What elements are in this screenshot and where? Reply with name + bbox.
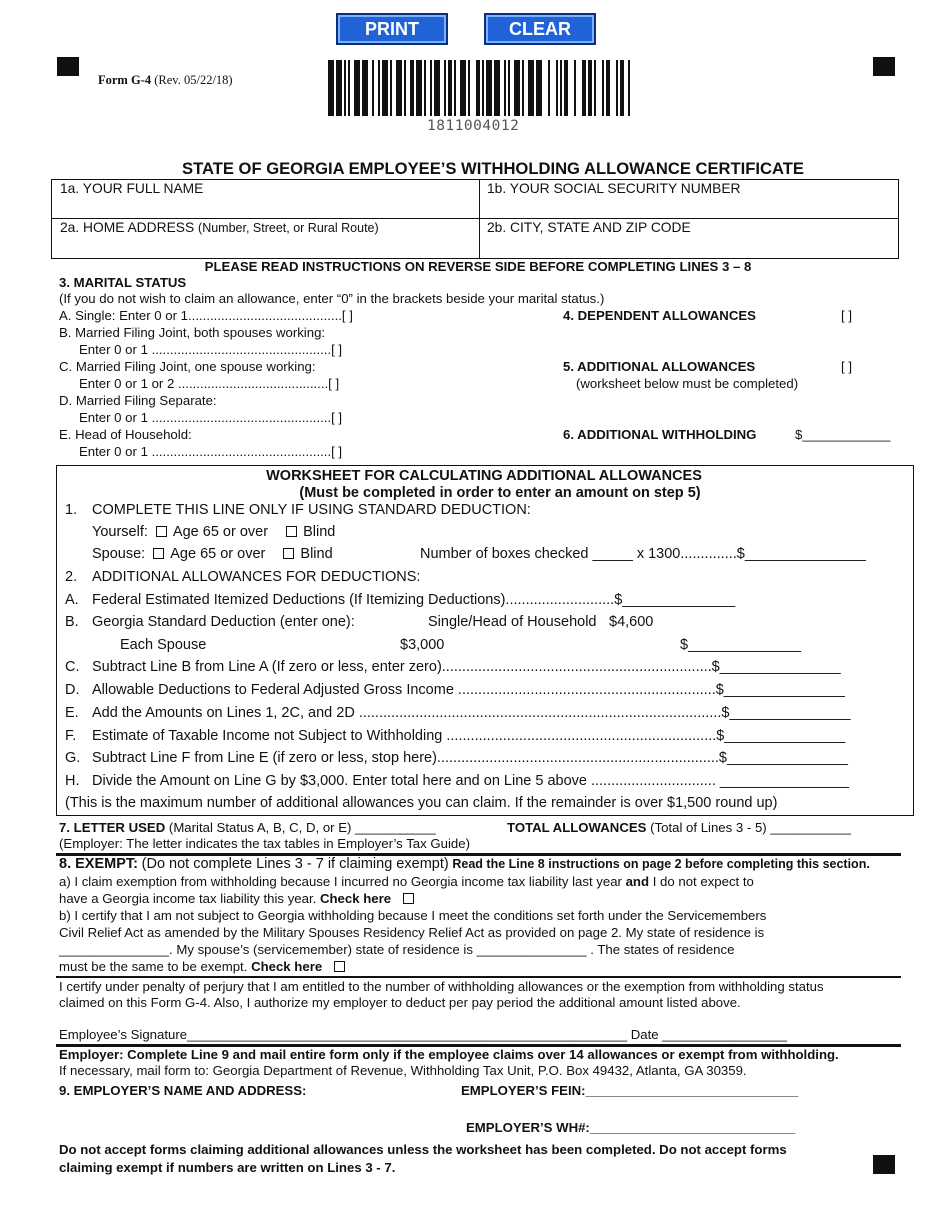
letter-used-note: (Employer: The letter indicates the tax tables in Employer’s Tax Guide) <box>59 836 470 851</box>
city-state-zip-field[interactable]: 2b. CITY, STATE AND ZIP CODE <box>487 220 691 235</box>
marital-head-line[interactable]: Enter 0 or 1 .................................................[ ] <box>79 444 343 459</box>
marital-head-label: E. Head of Household: <box>59 427 192 442</box>
ws-line1-label: COMPLETE THIS LINE ONLY IF USING STANDARD DEDUCTION: <box>92 502 531 518</box>
registration-mark-bottom-right <box>873 1155 895 1174</box>
registration-mark-top-right <box>873 57 895 76</box>
exempt-a-line1: a) I claim exemption from withholding because I incurred no Georgia income tax liability last year and I do not expect to <box>59 874 754 889</box>
exempt-b-line1: b) I certify that I am not subject to Georgia withholding because I meet the conditions set forth under the Servicemembers <box>59 908 767 923</box>
marital-status-heading: 3. MARITAL STATUS <box>59 275 187 290</box>
field-divider-horizontal <box>52 218 898 219</box>
ws-line-f-letter: F. <box>65 728 77 744</box>
exempt-a-checkbox[interactable] <box>403 893 414 904</box>
employer-wh-field[interactable]: EMPLOYER’S WH#:____________________________ <box>466 1120 796 1135</box>
employer-warning-line2: claiming exempt if numbers are written on Lines 3 - 7. <box>59 1160 396 1175</box>
ws-spouse-row <box>92 546 333 562</box>
barcode-number: 1811004012 <box>427 118 520 134</box>
marital-joint-one-label: C. Married Filing Joint, one spouse working: <box>59 359 316 374</box>
registration-mark-top-left <box>57 57 79 76</box>
ws-line-g-letter: G. <box>65 750 81 766</box>
ws-line-h-letter: H. <box>65 773 80 789</box>
certify-line2: claimed on this Form G-4. Also, I authorize my employer to deduct per pay period the additional amount listed above. <box>59 995 741 1010</box>
exempt-b-line4: must be the same to be exempt. Check here <box>59 959 351 974</box>
signature-line[interactable]: Employee’s Signature____________________________________________________________ Date _________________ <box>59 1027 787 1042</box>
age65-label: Age 65 or over <box>172 524 269 540</box>
dependent-allowances-label: 4. DEPENDENT ALLOWANCES <box>563 308 756 323</box>
exempt-a-line2: have a Georgia income tax liability this year. Check here <box>59 891 420 906</box>
single-hoh-amount: $4,600 <box>609 614 654 630</box>
employer-warning-line1: Do not accept forms claiming additional allowances unless the worksheet has been completed. Do not accept forms <box>59 1142 787 1157</box>
worksheet-subtitle: (Must be completed in order to enter an amount on step 5) <box>299 485 701 501</box>
marital-single-line[interactable]: A. Single: Enter 0 or 1..........................................[ ] <box>59 308 353 323</box>
exempt-b-line3[interactable]: _______________. My spouse’s (servicemember) state of residence is _______________ . The states of residence <box>59 942 735 957</box>
ws-line-h[interactable]: Divide the Amount on Line G by $3,000. Enter total here and on Line 5 above ............................... ________________ <box>92 773 849 789</box>
yourself-label: Yourself: <box>92 524 148 540</box>
ws-yourself-row <box>92 524 335 540</box>
exempt-b-line2: Civil Relief Act as amended by the Military Spouses Residency Relief Act as provided on page 2. My state of residence is <box>59 925 765 940</box>
full-name-field[interactable]: 1a. YOUR FULL NAME <box>60 181 204 196</box>
barcode-image <box>328 60 638 116</box>
additional-withholding-label: 6. ADDITIONAL WITHHOLDING <box>563 427 757 442</box>
ws-line-c-letter: C. <box>65 659 80 675</box>
boxes-checked-line[interactable]: Number of boxes checked _____ x 1300..............$_______________ <box>420 546 866 562</box>
exempt-b-checkbox[interactable] <box>334 961 345 972</box>
letter-used-line[interactable]: 7. LETTER USED (Marital Status A, B, C, D, or E) ___________ <box>59 820 436 835</box>
ws-line-b: Georgia Standard Deduction (enter one): <box>92 614 355 630</box>
spouse-age65-checkbox[interactable] <box>153 548 164 559</box>
dependent-allowances-field[interactable]: [ ] <box>841 308 852 323</box>
blind-label: Blind <box>300 546 333 562</box>
ws-line2-number: 2. <box>65 569 78 585</box>
age65-label: Age 65 or over <box>170 546 266 562</box>
certify-line1: I certify under penalty of perjury that I am entitled to the number of withholding allowances or the exemption from withholding status <box>59 979 824 994</box>
employer-name-address-label[interactable]: 9. EMPLOYER’S NAME AND ADDRESS: <box>59 1083 307 1098</box>
ws-line-d-letter: D. <box>65 682 80 698</box>
marital-status-note: (If you do not wish to claim an allowance, enter “0” in the brackets beside your marital status.) <box>59 291 605 306</box>
total-allowances-line[interactable]: TOTAL ALLOWANCES (Total of Lines 3 - 5) ___________ <box>507 820 852 835</box>
section-rule <box>56 976 901 978</box>
ws-line-e[interactable]: Add the Amounts on Lines 1, 2C, and 2D ..........................................................................................$_______________ <box>92 705 851 721</box>
ws-line-b-letter: B. <box>65 614 79 630</box>
line-b-amount-field[interactable]: $______________ <box>680 637 801 653</box>
marital-joint-one-line[interactable]: Enter 0 or 1 or 2 .........................................[ ] <box>79 376 340 391</box>
print-button[interactable]: PRINT <box>336 13 448 45</box>
form-title: STATE OF GEORGIA EMPLOYEE’S WITHHOLDING ALLOWANCE CERTIFICATE <box>182 159 804 178</box>
additional-allowances-field[interactable]: [ ] <box>841 359 852 374</box>
ws-line2-label: ADDITIONAL ALLOWANCES FOR DEDUCTIONS: <box>92 569 421 585</box>
employer-instructions: Employer: Complete Line 9 and mail entire form only if the employee claims over 14 allowances or exempt from withholding. <box>59 1047 839 1062</box>
identity-fields-box <box>51 179 899 259</box>
employer-fein-field[interactable]: EMPLOYER’S FEIN:_____________________________ <box>461 1083 799 1098</box>
ws-line-a[interactable]: Federal Estimated Itemized Deductions (If Itemizing Deductions)...........................$______________ <box>92 592 736 608</box>
clear-button[interactable]: CLEAR <box>484 13 596 45</box>
worksheet-footer-note: (This is the maximum number of additional allowances you can claim. If the remainder is over $1,500 round up) <box>65 795 778 811</box>
ws-line1-number: 1. <box>65 502 78 518</box>
spouse-blind-checkbox[interactable] <box>283 548 294 559</box>
ws-line-g[interactable]: Subtract Line F from Line E (if zero or less, stop here)......................................................................$_______________ <box>92 750 848 766</box>
blind-label: Blind <box>303 524 336 540</box>
mail-instructions: If necessary, mail form to: Georgia Department of Revenue, Withholding Tax Unit, P.O. Box 49432, Atlanta, GA 30359. <box>59 1063 747 1078</box>
form-id: Form G-4 (Rev. 05/22/18) <box>98 73 233 87</box>
yourself-age65-checkbox[interactable] <box>156 526 167 537</box>
single-hoh-label: Single/Head of Household <box>428 614 597 630</box>
each-spouse-amount: $3,000 <box>400 637 445 653</box>
marital-separate-label: D. Married Filing Separate: <box>59 393 217 408</box>
marital-joint-both-line[interactable]: Enter 0 or 1 .................................................[ ] <box>79 342 343 357</box>
each-spouse-label: Each Spouse <box>120 637 207 653</box>
exempt-heading: 8. EXEMPT: (Do not complete Lines 3 - 7 if claiming exempt) Read the Line 8 instructions on page 2 before completing this section. <box>59 856 870 872</box>
spouse-label: Spouse: <box>92 546 146 562</box>
ws-line-e-letter: E. <box>65 705 79 721</box>
ssn-field[interactable]: 1b. YOUR SOCIAL SECURITY NUMBER <box>487 181 741 196</box>
ws-line-d[interactable]: Allowable Deductions to Federal Adjusted Gross Income ................................................................$_______________ <box>92 682 845 698</box>
ws-line-c[interactable]: Subtract Line B from Line A (If zero or less, enter zero)...................................................................$_______________ <box>92 659 841 675</box>
ws-line-f[interactable]: Estimate of Taxable Income not Subject to Withholding ...................................................................$_______________ <box>92 728 846 744</box>
additional-allowances-note: (worksheet below must be completed) <box>576 376 799 391</box>
additional-allowances-label: 5. ADDITIONAL ALLOWANCES <box>563 359 756 374</box>
additional-withholding-field[interactable]: $____________ <box>795 427 891 442</box>
yourself-blind-checkbox[interactable] <box>286 526 297 537</box>
marital-joint-both-label: B. Married Filing Joint, both spouses working: <box>59 325 326 340</box>
field-divider-vertical <box>479 180 480 258</box>
marital-separate-line[interactable]: Enter 0 or 1 .................................................[ ] <box>79 410 343 425</box>
worksheet-title: WORKSHEET FOR CALCULATING ADDITIONAL ALLOWANCES <box>266 468 702 484</box>
instructions-banner: PLEASE READ INSTRUCTIONS ON REVERSE SIDE BEFORE COMPLETING LINES 3 – 8 <box>204 259 752 274</box>
home-address-field[interactable]: 2a. HOME ADDRESS (Number, Street, or Rural Route) <box>60 220 379 235</box>
ws-line-a-letter: A. <box>65 592 79 608</box>
